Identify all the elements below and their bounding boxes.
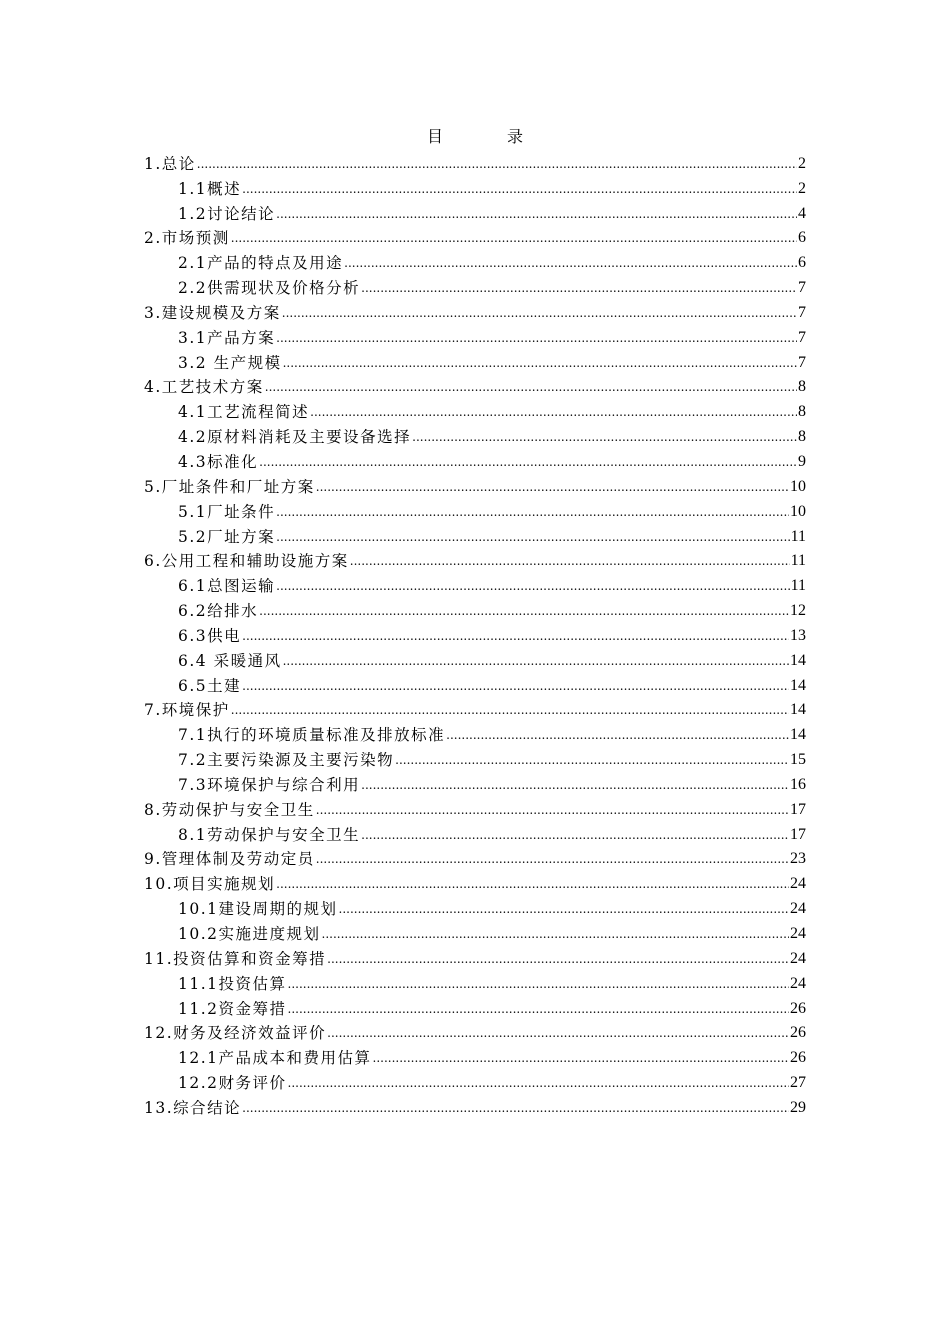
toc-entry-label: 5.厂址条件和厂址方案 (144, 477, 315, 496)
toc-entry-page-number: 27 (790, 1074, 806, 1092)
toc-entry-page-number: 14 (790, 701, 806, 719)
toc-title: 目录 (426, 127, 587, 146)
toc-entry-page-number: 17 (790, 825, 806, 843)
toc-entry[interactable] (144, 894, 806, 919)
toc-list (144, 149, 806, 1118)
toc-entry-page-number: 6 (798, 254, 806, 272)
toc-entry-label: 7.3环境保护与综合利用 (178, 775, 361, 794)
toc-leader-dots (231, 702, 789, 720)
toc-entry-page-number: 2 (798, 179, 806, 197)
toc-entry-label: 6.1总图运输 (178, 577, 276, 596)
toc-entry-page-number: 11 (790, 552, 806, 570)
toc-entry-page-number: 11 (790, 527, 806, 545)
toc-leader-dots (350, 553, 790, 571)
toc-entry-page-number: 7 (798, 279, 806, 297)
toc-entry-label: 6.3供电 (178, 626, 242, 645)
toc-entry[interactable] (144, 571, 806, 596)
toc-entry-page-number: 8 (798, 403, 806, 421)
toc-entry[interactable] (144, 199, 806, 224)
toc-leader-dots (339, 901, 789, 919)
toc-entry-label: 4.工艺技术方案 (144, 378, 264, 397)
toc-entry[interactable] (144, 969, 806, 994)
toc-entry[interactable] (144, 348, 806, 373)
toc-entry-label: 1.总论 (144, 154, 196, 173)
toc-leader-dots (282, 305, 797, 323)
toc-leader-dots (242, 181, 797, 199)
toc-leader-dots (276, 504, 789, 522)
toc-entry-page-number: 24 (790, 875, 806, 893)
toc-entry[interactable] (144, 323, 806, 348)
toc-entry-label: 7.2主要污染源及主要污染物 (178, 751, 395, 770)
toc-entry[interactable] (144, 1093, 806, 1118)
toc-entry-page-number: 17 (790, 800, 806, 818)
toc-leader-dots (197, 156, 797, 174)
toc-entry[interactable] (144, 1068, 806, 1093)
toc-entry[interactable] (144, 397, 806, 422)
toc-entry-label: 12.财务及经济效益评价 (144, 1024, 327, 1043)
toc-leader-dots (242, 628, 789, 646)
toc-leader-dots (361, 827, 789, 845)
toc-entry-label: 11.1投资估算 (178, 974, 287, 993)
toc-entry-label: 5.2厂址方案 (178, 527, 276, 546)
toc-entry-label: 7.环境保护 (144, 701, 230, 720)
toc-entry-page-number: 13 (790, 626, 806, 644)
toc-entry-label: 3.1产品方案 (178, 328, 276, 347)
toc-leader-dots (276, 330, 797, 348)
toc-entry-page-number: 8 (798, 428, 806, 446)
toc-entry-page-number: 10 (790, 502, 806, 520)
toc-entry-page-number: 7 (798, 303, 806, 321)
toc-entry[interactable] (144, 149, 806, 174)
toc-entry[interactable] (144, 522, 806, 547)
toc-entry-label: 6.2给排水 (178, 602, 259, 621)
toc-entry-page-number: 16 (790, 775, 806, 793)
toc-entry[interactable] (144, 919, 806, 944)
toc-entry-page-number: 26 (790, 999, 806, 1017)
toc-leader-dots (344, 255, 797, 273)
toc-leader-dots (242, 1100, 789, 1118)
toc-leader-dots (412, 429, 797, 447)
toc-entry-label: 12.1产品成本和费用估算 (178, 1049, 372, 1068)
toc-entry-label: 3.2 生产规模 (178, 353, 282, 372)
toc-entry-label: 10.1建设周期的规划 (178, 900, 338, 919)
toc-leader-dots (283, 653, 789, 671)
toc-entry[interactable] (144, 472, 806, 497)
toc-leader-dots (316, 479, 789, 497)
toc-leader-dots (283, 355, 797, 373)
toc-leader-dots (310, 404, 797, 422)
toc-entry-page-number: 2 (798, 154, 806, 172)
toc-entry-page-number: 11 (790, 577, 806, 595)
toc-leader-dots (288, 1075, 789, 1093)
toc-entry-page-number: 14 (790, 651, 806, 669)
toc-entry-label: 4.1工艺流程简述 (178, 403, 310, 422)
toc-leader-dots (316, 851, 789, 869)
toc-entry[interactable] (144, 596, 806, 621)
toc-entry-label: 1.2讨论结论 (178, 204, 276, 223)
toc-entry-page-number: 26 (790, 1024, 806, 1042)
toc-entry-label: 8.劳动保护与安全卫生 (144, 800, 315, 819)
toc-entry[interactable] (144, 770, 806, 795)
toc-entry-label: 11.2资金筹措 (178, 999, 287, 1018)
toc-entry[interactable] (144, 373, 806, 398)
toc-entry-label: 2.2供需现状及价格分析 (178, 279, 361, 298)
toc-leader-dots (327, 951, 789, 969)
toc-entry-label: 4.2原材料消耗及主要设备选择 (178, 428, 412, 447)
toc-entry-label: 6.公用工程和辅助设施方案 (144, 552, 349, 571)
toc-entry-label: 8.1劳动保护与安全卫生 (178, 825, 361, 844)
toc-entry-page-number: 7 (798, 328, 806, 346)
toc-entry-label: 7.1执行的环境质量标准及排放标准 (178, 726, 446, 745)
toc-entry-page-number: 24 (790, 974, 806, 992)
toc-leader-dots (322, 926, 789, 944)
toc-leader-dots (276, 876, 789, 894)
toc-entry[interactable] (144, 1043, 806, 1068)
toc-entry[interactable] (144, 795, 806, 820)
toc-entry-page-number: 15 (790, 751, 806, 769)
toc-entry[interactable] (144, 497, 806, 522)
toc-leader-dots (361, 280, 797, 298)
toc-entry-label: 6.5土建 (178, 676, 242, 695)
toc-leader-dots (395, 752, 789, 770)
toc-entry-label: 11.投资估算和资金筹措 (144, 949, 327, 968)
toc-leader-dots (327, 1025, 789, 1043)
toc-entry-page-number: 24 (790, 900, 806, 918)
toc-entry[interactable] (144, 1019, 806, 1044)
toc-entry[interactable] (144, 671, 806, 696)
toc-entry-page-number: 6 (798, 229, 806, 247)
toc-entry[interactable] (144, 994, 806, 1019)
toc-entry[interactable] (144, 646, 806, 671)
toc-entry[interactable] (144, 720, 806, 745)
toc-leader-dots (242, 678, 789, 696)
toc-entry[interactable] (144, 869, 806, 894)
toc-entry-label: 12.2财务评价 (178, 1074, 287, 1093)
toc-entry-label: 4.3标准化 (178, 452, 259, 471)
toc-entry-page-number: 9 (798, 452, 806, 470)
toc-entry-label: 6.4 采暖通风 (178, 651, 282, 670)
toc-entry[interactable] (144, 621, 806, 646)
toc-entry[interactable] (144, 224, 806, 249)
toc-entry-label: 10.2实施进度规划 (178, 925, 321, 943)
toc-leader-dots (276, 578, 789, 596)
toc-leader-dots (288, 1001, 789, 1019)
toc-entry[interactable] (144, 298, 806, 323)
toc-entry-page-number: 29 (790, 1098, 806, 1116)
toc-leader-dots (231, 230, 797, 248)
toc-entry[interactable] (144, 547, 806, 572)
toc-entry-label: 13.综合结论 (144, 1098, 242, 1117)
toc-leader-dots (259, 603, 789, 621)
toc-entry[interactable] (144, 944, 806, 969)
toc-entry-page-number: 24 (790, 949, 806, 967)
toc-entry-page-number: 24 (790, 925, 806, 942)
toc-entry[interactable] (144, 447, 806, 472)
toc-entry-label: 10.项目实施规划 (144, 875, 276, 894)
toc-entry-page-number: 26 (790, 1049, 806, 1067)
toc-entry[interactable] (144, 745, 806, 770)
toc-entry[interactable] (144, 845, 806, 870)
toc-entry[interactable] (144, 820, 806, 845)
toc-entry-page-number: 4 (798, 204, 806, 222)
toc-entry[interactable] (144, 422, 806, 447)
toc-entry-label: 9.管理体制及劳动定员 (144, 850, 315, 869)
toc-leader-dots (446, 727, 789, 745)
toc-leader-dots (259, 454, 797, 472)
toc-entry-page-number: 8 (798, 378, 806, 396)
toc-entry[interactable] (144, 696, 806, 721)
toc-leader-dots (361, 777, 789, 795)
toc-entry-page-number: 10 (790, 477, 806, 495)
toc-entry-label: 2.1产品的特点及用途 (178, 254, 344, 273)
toc-leader-dots (265, 379, 797, 397)
toc-entry-page-number: 7 (798, 353, 806, 371)
toc-entry-label: 5.1厂址条件 (178, 502, 276, 521)
toc-entry-label: 1.1概述 (178, 179, 242, 198)
toc-entry-label: 2.市场预测 (144, 229, 230, 248)
toc-leader-dots (288, 976, 789, 994)
toc-leader-dots (276, 206, 797, 224)
toc-entry[interactable] (144, 174, 806, 199)
toc-leader-dots (373, 1050, 789, 1068)
toc-leader-dots (316, 802, 789, 820)
toc-entry[interactable] (144, 248, 806, 273)
toc-entry-page-number: 12 (790, 602, 806, 620)
toc-entry-page-number: 14 (790, 726, 806, 744)
toc-entry-label: 3.建设规模及方案 (144, 303, 281, 322)
toc-entry-page-number: 23 (790, 850, 806, 868)
toc-leader-dots (276, 529, 789, 547)
toc-entry[interactable] (144, 273, 806, 298)
toc-entry-page-number: 14 (790, 676, 806, 694)
